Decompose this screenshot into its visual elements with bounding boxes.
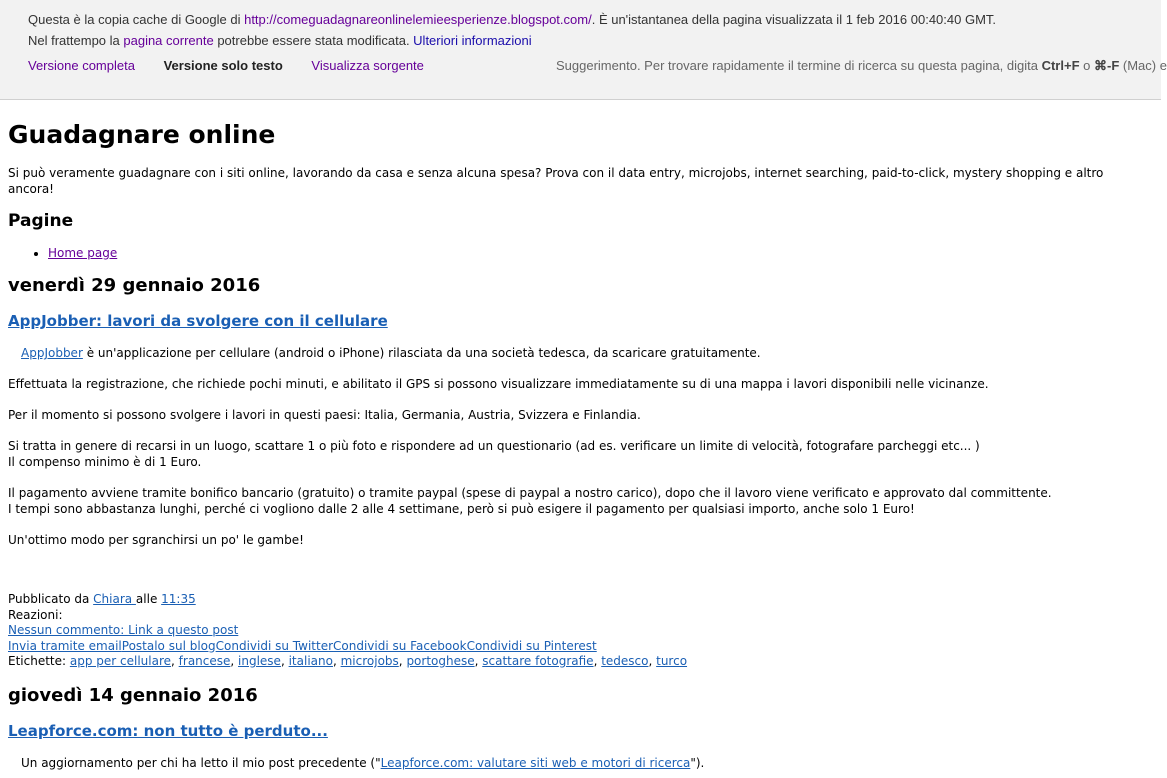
pages-heading: Pagine [8, 211, 74, 231]
label-link[interactable]: inglese [238, 654, 281, 668]
share-facebook-link[interactable]: Condividi su Facebook [333, 638, 467, 653]
post-intro-suffix: "). [690, 755, 705, 770]
hint-suffix: (Mac) e [1119, 58, 1167, 73]
label-separator: , [474, 654, 483, 668]
share-pinterest-link[interactable]: Condividi su Pinterest [466, 638, 597, 653]
google-cache-header [0, 0, 1167, 100]
post-intro-prefix: Un aggiornamento per chi ha letto il mio post precedente (" [21, 755, 381, 770]
list-item [48, 245, 1153, 261]
label-link[interactable]: portoghese [406, 654, 475, 668]
label-separator: , [230, 654, 239, 668]
label-separator: , [280, 654, 289, 668]
text-only-version-current: Versione solo testo [163, 58, 283, 73]
view-source-link[interactable]: Visualizza sorgente [311, 58, 424, 73]
cached-url-link[interactable]: http://comeguadagnareonlinelemieesperienze.blogspot.com/ [244, 12, 592, 27]
post-intro-text: è un'applicazione per cellulare (android o iPhone) rilasciata da una società tedesca, da scaricare gratuitamente. [82, 346, 761, 360]
label-link[interactable]: francese [178, 654, 231, 668]
post-paragraph: Per il momento si possono svolgere i lavori in questi paesi: Italia, Germania, Austria, Svizzera e Finlandia. [8, 408, 641, 422]
search-hint [556, 58, 1167, 74]
label-separator: , [398, 654, 407, 668]
blog-description: Si può veramente guadagnare con i siti online, lavorando da casa e senza alcuna spesa? Prova con il data entry, microjobs, internet searching, paid-to-click, mystery shopping e altro ancora! [8, 166, 1104, 196]
comments-link[interactable]: Nessun commento: Link a questo post [8, 623, 239, 637]
label-link[interactable]: tedesco [601, 654, 649, 668]
cache-info-suffix: . È un'istantanea della pagina visualizzata il 1 feb 2016 00:40:40 GMT. [591, 12, 997, 27]
previous-post-link[interactable]: Leapforce.com: valutare siti web e motori di ricerca [380, 755, 691, 770]
label-link[interactable]: scattare fotografie [482, 654, 594, 668]
author-link[interactable]: Chiara [93, 592, 136, 606]
home-page-link[interactable]: Home page [48, 246, 118, 260]
full-version-link[interactable]: Versione completa [28, 58, 135, 73]
label-link[interactable]: app per cellulare [69, 654, 172, 668]
hint-prefix: Suggerimento. Per trovare rapidamente il termine di ricerca su questa pagina, digita [556, 58, 1042, 73]
post-line: Il compenso minimo è di 1 Euro. [8, 455, 202, 469]
post-paragraph [8, 438, 1153, 470]
cache-note-prefix: Nel frattempo la [28, 33, 124, 48]
post-title-link[interactable]: AppJobber: lavori da svolgere con il cellulare [8, 312, 388, 330]
share-twitter-link[interactable]: Condividi su Twitter [215, 638, 334, 653]
label-link[interactable]: italiano [288, 654, 333, 668]
label-separator: , [171, 654, 179, 668]
hint-middle: o [1079, 58, 1094, 73]
label-separator: , [648, 654, 657, 668]
at-label: alle [135, 592, 162, 606]
share-email-link[interactable]: Invia tramite email [8, 638, 122, 653]
post-date-header: giovedì 14 gennaio 2016 [8, 684, 258, 706]
hint-key-cmd-f: ⌘-F [1093, 58, 1120, 73]
post-paragraph [8, 485, 1153, 517]
cache-info-line [28, 9, 1161, 30]
post-paragraph: Effettuata la registrazione, che richiede pochi minuti, e abilitato il GPS si possono visualizzare immediatamente su di una mappa i lavori disponibili nelle vicinanze. [8, 377, 989, 391]
hint-key-ctrl-f: Ctrl+F [1041, 58, 1080, 73]
share-line [8, 639, 1153, 655]
post-paragraph [8, 345, 1153, 361]
share-blog-link[interactable]: Postalo sul blog [121, 638, 216, 653]
published-by-label: Pubblicato da [8, 592, 94, 606]
post-line: I tempi sono abbastanza lunghi, perché ci vogliono dalle 2 alle 4 settimane, però si può esigere il pagamento per qualsiasi importo, anche solo 1 Euro! [8, 502, 915, 516]
labels-prefix: Etichette: [8, 654, 70, 668]
comments-line [8, 623, 1153, 639]
cache-note-middle: potrebbe essere stata modificata. [213, 33, 414, 48]
pages-list [8, 245, 1153, 261]
label-separator: , [593, 654, 602, 668]
label-link[interactable]: microjobs [340, 654, 399, 668]
post-title [8, 721, 1153, 741]
reactions-label: Reazioni: [8, 607, 63, 622]
post-line: Il pagamento avviene tramite bonifico bancario (gratuito) o tramite paypal (spese di paypal a nostro carico), dopo che il lavoro viene verificato e approvato dal committente. [8, 486, 1052, 500]
post-line: Si tratta in genere di recarsi in un luogo, scattare 1 o più foto e rispondere ad un questionario (ad es. verificare un limite di velocità, fotografare parcheggi etc... ) [8, 439, 980, 453]
post-time-link[interactable]: 11:35 [161, 592, 196, 606]
current-page-link[interactable]: pagina corrente [123, 33, 214, 48]
more-info-link[interactable]: Ulteriori informazioni [413, 33, 532, 48]
cache-note-line [28, 30, 1161, 51]
appjobber-link[interactable]: AppJobber [21, 346, 83, 360]
post-title [8, 311, 1153, 331]
post-paragraph [8, 755, 1153, 771]
labels-line [8, 654, 1153, 670]
post-date-header: venerdì 29 gennaio 2016 [8, 275, 261, 296]
post-paragraph: Un'ottimo modo per sgranchirsi un po' le gambe! [8, 533, 304, 547]
post-footer [8, 592, 1153, 670]
blog-content [0, 120, 1161, 771]
cache-info-prefix: Questa è la copia cache di Google di [28, 12, 245, 27]
label-link[interactable]: turco [656, 654, 688, 668]
post-title-link[interactable]: Leapforce.com: non tutto è perduto... [8, 721, 328, 740]
post-author-line [8, 592, 1153, 608]
blog-title: Guadagnare online [8, 120, 276, 149]
label-separator: , [332, 654, 341, 668]
